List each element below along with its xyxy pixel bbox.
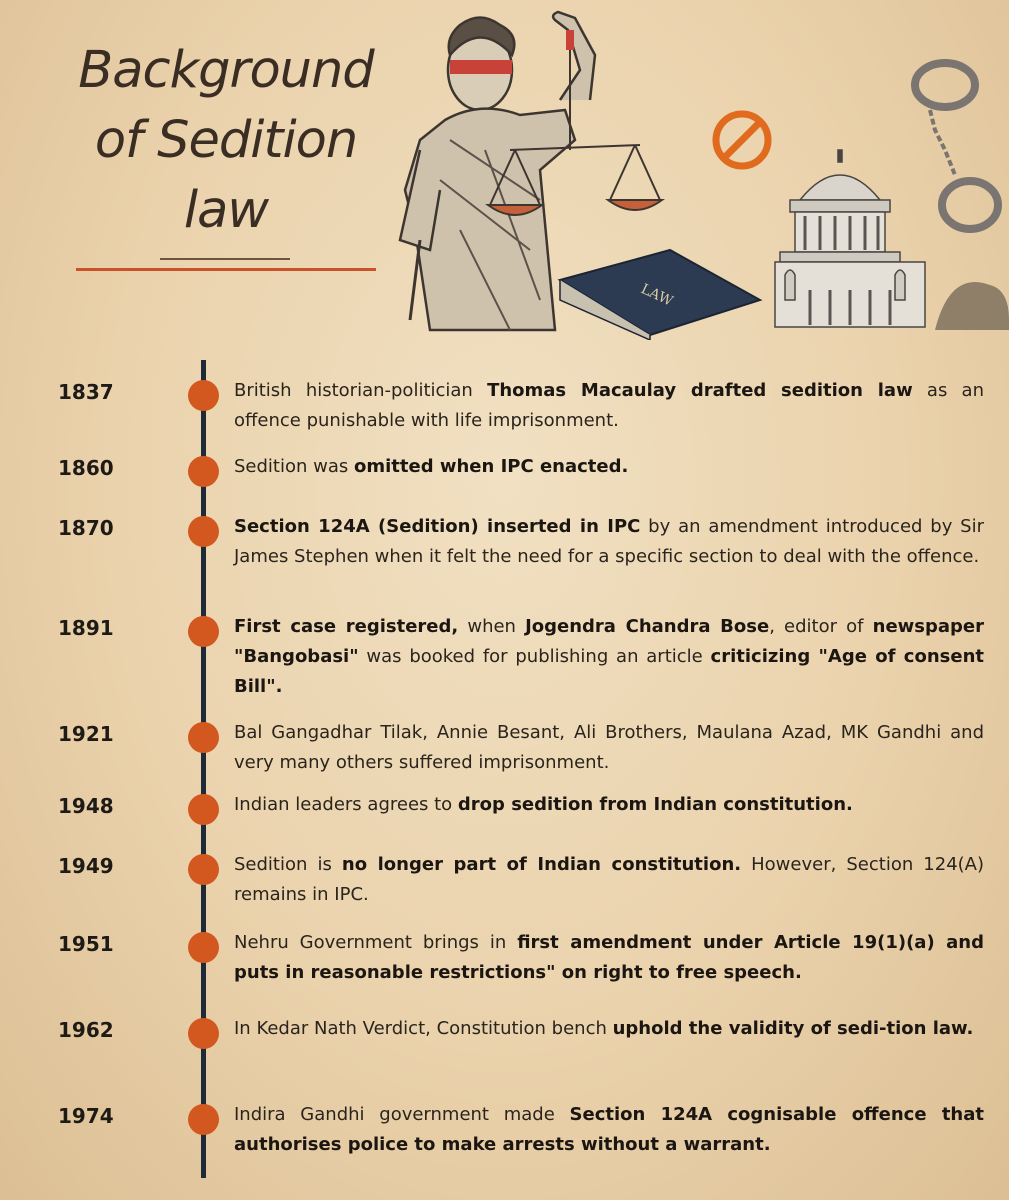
title-underline-short (160, 258, 290, 260)
timeline-event-text (234, 928, 984, 988)
title-underline (76, 268, 376, 271)
timeline-year: 1921 (58, 722, 114, 746)
event-text: However, Section 124(A) remains in IPC. (234, 854, 984, 905)
timeline-year: 1951 (58, 932, 114, 956)
timeline-dot (188, 380, 219, 411)
timeline-year: 1949 (58, 854, 114, 878)
event-text: was booked for publishing an article (358, 646, 711, 667)
timeline-year: 1891 (58, 616, 114, 640)
supreme-court-building-icon (775, 150, 1009, 330)
event-text-bold: Jogendra Chandra Bose (525, 616, 770, 637)
timeline-year: 1860 (58, 456, 114, 480)
event-text-bold: Thomas Macaulay drafted sedition law (487, 380, 913, 401)
event-text: Sedition is (234, 854, 342, 875)
event-text: In Kedar Nath Verdict, Constitution bench (234, 1018, 613, 1039)
timeline-year: 1948 (58, 794, 114, 818)
timeline-dot (188, 1104, 219, 1135)
event-text-bold: first amendment under Article 19(1)(a) and puts in reasonable restrictions" on right to free speech. (234, 932, 984, 983)
event-text-bold: omitted when IPC enacted. (353, 456, 629, 477)
timeline-dot (188, 794, 219, 825)
event-text: Indian leaders agrees to (234, 794, 458, 815)
book-label: LAW (638, 281, 676, 310)
event-text-bold: uphold the validity of sedi-tion law. (612, 1018, 974, 1039)
timeline-dot (188, 516, 219, 547)
timeline-dot (188, 854, 219, 885)
timeline-year: 1962 (58, 1018, 114, 1042)
timeline-dot (188, 616, 219, 647)
timeline-event-text (234, 1014, 984, 1044)
timeline-dot (188, 456, 219, 487)
event-text: Nehru Government brings in (234, 932, 518, 953)
timeline-event-text (234, 1100, 984, 1160)
event-text-bold: Section 124A (Sedition) inserted in IPC (234, 516, 641, 537)
event-text-bold: no longer part of Indian constitution. (341, 854, 742, 875)
title-line-1: Background (78, 41, 374, 100)
timeline-event-text (234, 376, 984, 436)
event-text-bold: newspaper "Bangobasi" (234, 616, 984, 667)
event-text: as an offence punishable with life imprisonment. (234, 380, 984, 431)
event-text: British historian-politician (234, 380, 488, 401)
timeline-dot (188, 1018, 219, 1049)
header (0, 0, 1009, 350)
timeline-event-text (234, 512, 984, 572)
timeline-year: 1870 (58, 516, 114, 540)
event-text-bold: criticizing "Age of consent Bill". (234, 646, 984, 697)
timeline-dot (188, 722, 219, 753)
timeline-event-text (234, 612, 984, 702)
event-text: , editor of (769, 616, 873, 637)
event-text: Bal Gangadhar Tilak, Annie Besant, Ali Brothers, Maulana Azad, MK Gandhi and very many others suffered imprisonment. (234, 722, 984, 773)
event-text: by an amendment introduced by Sir James Stephen when it felt the need for a specific section to deal with the offence. (234, 516, 984, 567)
title-line-2: of Sedition (94, 111, 358, 170)
prohibited-icon (716, 114, 768, 166)
law-book-icon (560, 250, 760, 340)
header-illustration (390, 0, 1009, 340)
timeline-event-text (234, 718, 984, 778)
timeline-year: 1837 (58, 380, 114, 404)
handcuffs-icon (915, 63, 998, 229)
timeline-dot (188, 932, 219, 963)
event-text-bold: drop sedition from Indian constitution. (457, 794, 853, 815)
timeline-year: 1974 (58, 1104, 114, 1128)
timeline-event-text (234, 850, 984, 910)
timeline-event-text (234, 790, 984, 820)
event-text-bold: Section 124A cognisable offence that authorises police to make arrests without a warrant. (234, 1104, 984, 1155)
event-text: Indira Gandhi government made (234, 1104, 570, 1125)
event-text: Sedition was (234, 456, 354, 477)
title-line-3: law (183, 181, 269, 240)
page-title (56, 36, 396, 246)
event-text: when (458, 616, 526, 637)
timeline-event-text (234, 452, 984, 482)
event-text-bold: First case registered, (234, 616, 459, 637)
